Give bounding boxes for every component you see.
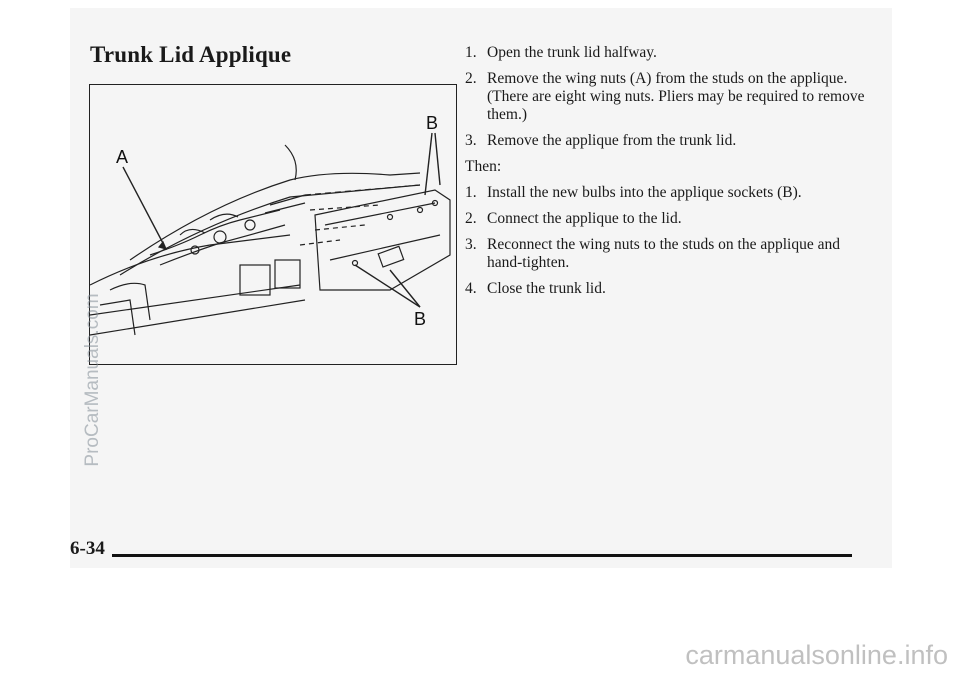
manual-page [70, 8, 892, 568]
step-number: 1. [465, 44, 477, 61]
list-item [465, 70, 865, 124]
list-item [465, 184, 865, 202]
step-number: 2. [465, 70, 477, 87]
step-number: 3. [465, 236, 477, 253]
step-text: Remove the applique from the trunk lid. [487, 132, 737, 149]
step-text: Remove the wing nuts (A) from the studs on the applique. (There are eight wing nuts. Pliers may be required to remove them.) [487, 70, 865, 123]
label-b-bottom: B [414, 309, 427, 329]
list-item [465, 236, 865, 272]
then-label: Then: [465, 158, 502, 175]
step-text: Connect the applique to the lid. [487, 210, 682, 227]
page-title: Trunk Lid Applique [90, 42, 292, 67]
step-number: 3. [465, 132, 477, 149]
step-text: Reconnect the wing nuts to the studs on the applique and hand-tighten. [487, 236, 840, 271]
step-number: 1. [465, 184, 477, 201]
trunk-lid-drawing [90, 85, 456, 364]
instructions [465, 44, 865, 306]
label-a: A [116, 147, 129, 167]
bottom-watermark: carmanualsonline.info [685, 640, 948, 670]
list-item [465, 132, 865, 150]
footer-divider [112, 554, 852, 557]
side-watermark: ProCarManuals.com [82, 293, 103, 467]
list-item [465, 210, 865, 228]
page-number: 6-34 [70, 538, 105, 559]
step-text: Open the trunk lid halfway. [487, 44, 657, 61]
trunk-lid-illustration [89, 84, 457, 365]
step-number: 2. [465, 210, 477, 227]
step-text: Close the trunk lid. [487, 280, 606, 297]
label-b-top: B [426, 113, 439, 133]
list-item [465, 44, 865, 62]
list-item [465, 280, 865, 298]
step-number: 4. [465, 280, 477, 297]
step-text: Install the new bulbs into the applique sockets (B). [487, 184, 802, 201]
